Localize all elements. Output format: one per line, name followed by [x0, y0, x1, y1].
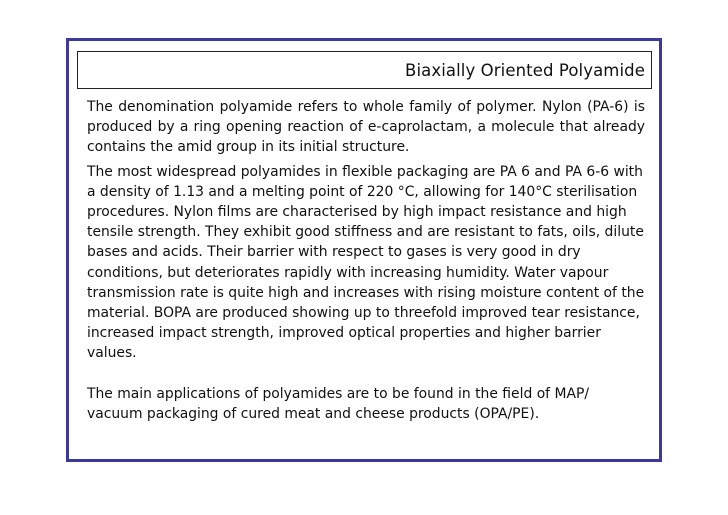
slide-frame: [66, 38, 662, 462]
paragraph-spacer: [87, 364, 645, 384]
slide-body: [87, 97, 645, 424]
slide-title: Biaxially Oriented Polyamide: [405, 60, 645, 80]
paragraph-applications: The main applications of polyamides are to be found in the field of MAP/ vacuum packaging of cured meat and cheese products (OPA/PE).: [87, 385, 590, 422]
slide-title-box: [77, 51, 652, 89]
paragraph-properties: The most widespread polyamides in flexible packaging are PA 6 and PA 6-6 with a density of 1.13 and a melting point of 220 °C, allowing for 140°C sterilisation procedures. Nylon films are characterised by high impact resistance and high tensile strength. They exhibit good stiffness and are resistant to fats, oils, dilute bases and acids. Their barrier with respect to gases is very good in dry conditions, but deteriorates rapidly with increasing humidity. Water vapour transmission rate is quite high and increases with rising moisture content of the material. BOPA are produced showing up to threefold improved tear resistance, increased impact strength, improved optical properties and higher barrier values.: [87, 163, 645, 362]
paragraph-definition: The denomination polyamide refers to whole family of polymer. Nylon (PA-6) is produced by a ring opening reaction of e-caprolactam, a molecule that already contains the amid group in its initial structure.: [87, 99, 645, 156]
